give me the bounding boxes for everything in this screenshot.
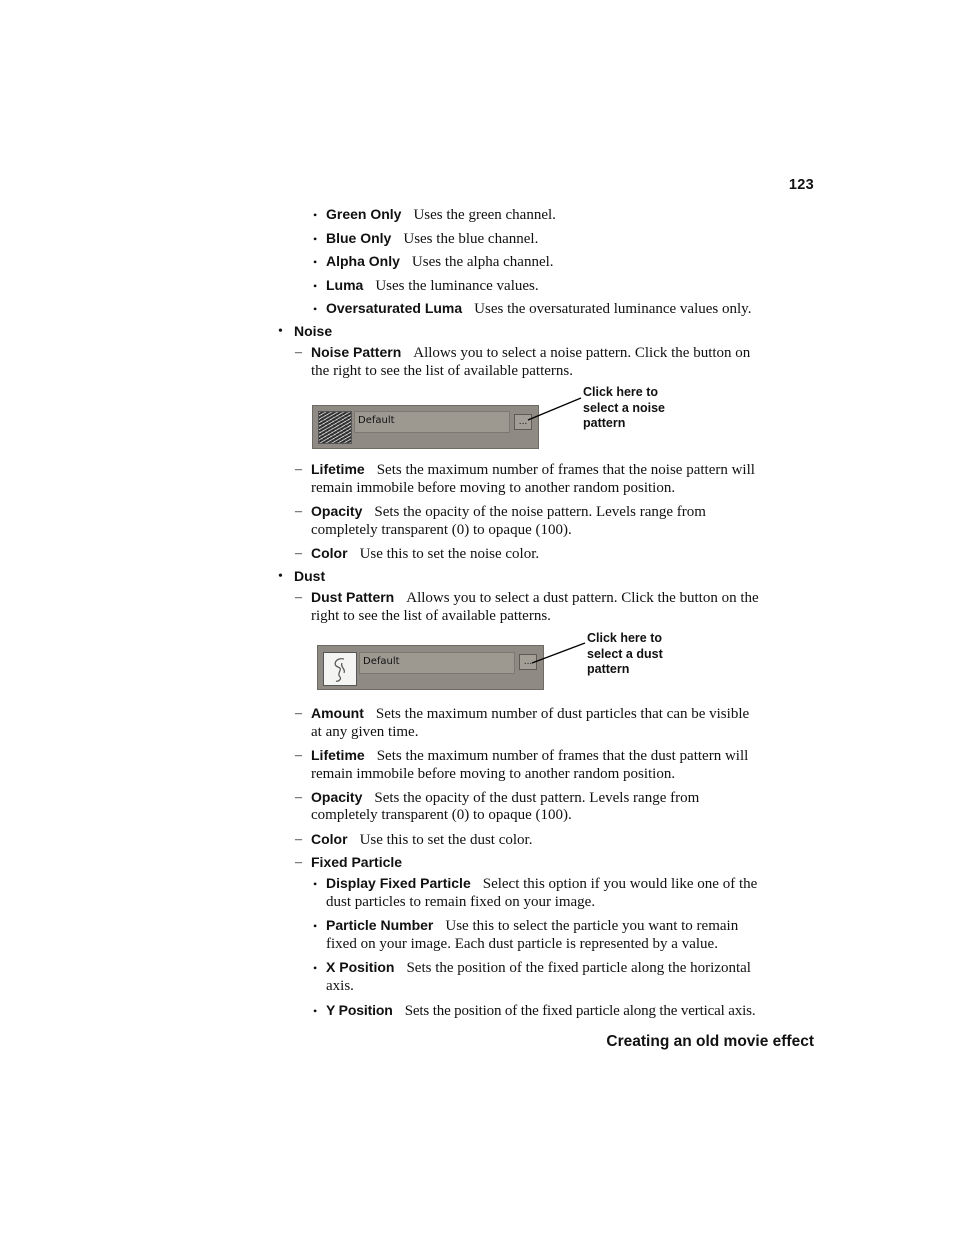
list-item: Color Use this to set the dust color.	[311, 831, 533, 848]
list-item-continuation: completely transparent (0) to opaque (100).	[311, 522, 572, 538]
list-item: Luma Uses the luminance values.	[326, 277, 539, 294]
bullet-mark: •	[313, 208, 318, 222]
list-item: Lifetime Sets the maximum number of frames that the dust pattern will	[311, 747, 749, 764]
bullet-mark: •	[313, 279, 318, 293]
list-item: Oversaturated Luma Uses the oversaturated luminance values only.	[326, 300, 752, 317]
list-item: Opacity Sets the opacity of the dust pattern. Levels range from	[311, 789, 700, 806]
list-item: Green Only Uses the green channel.	[326, 206, 556, 223]
dash-mark: –	[295, 832, 302, 847]
list-item-continuation: axis.	[326, 978, 354, 994]
noise-callout-label: Click here to select a noise pattern	[583, 385, 665, 430]
dash-mark: –	[295, 590, 302, 605]
bullet-mark: •	[278, 569, 283, 584]
bullet-mark: •	[313, 877, 318, 891]
dash-mark: –	[295, 504, 302, 519]
list-item-continuation: remain immobile before moving to another random position.	[311, 480, 676, 496]
list-item: Lifetime Sets the maximum number of frames that the noise pattern will	[311, 461, 755, 478]
bullet-mark: •	[313, 961, 318, 975]
dust-pattern-thumbnail	[323, 652, 357, 686]
list-item-continuation: right to see the list of available patterns.	[311, 608, 551, 624]
list-item: Noise Pattern Allows you to select a noise pattern. Click the button on	[311, 344, 751, 361]
list-item: Color Use this to set the noise color.	[311, 545, 540, 562]
list-item-continuation: fixed on your image. Each dust particle is represented by a value.	[326, 936, 718, 952]
dust-pattern-field[interactable]: Default	[359, 652, 515, 674]
dust-particle-icon	[324, 653, 356, 685]
dust-callout-leader-line	[524, 638, 588, 668]
dust-pattern-browse-button[interactable]: ...	[519, 654, 537, 670]
list-item: Particle Number Use this to select the particle you want to remain	[326, 917, 739, 934]
list-item-continuation: remain immobile before moving to another random position.	[311, 766, 676, 782]
noise-pattern-field[interactable]: Default	[354, 411, 510, 433]
page-number: 123	[788, 177, 814, 193]
bullet-mark: •	[313, 232, 318, 246]
bullet-mark: •	[313, 1004, 318, 1018]
running-footer: Creating an old movie effect	[606, 1033, 814, 1050]
bullet-mark: •	[313, 302, 318, 316]
dash-mark: –	[295, 855, 302, 870]
noise-pattern-widget	[312, 405, 539, 449]
list-item: Display Fixed Particle Select this option if you would like one of the	[326, 875, 758, 892]
section-heading-dust: Dust	[294, 568, 326, 584]
list-item: Dust Pattern Allows you to select a dust pattern. Click the button on the	[311, 589, 759, 606]
list-item-continuation: the right to see the list of available patterns.	[311, 363, 574, 379]
dash-mark: –	[295, 706, 302, 721]
list-item: X Position Sets the position of the fixed particle along the horizontal	[326, 959, 751, 976]
list-item-continuation: at any given time.	[311, 724, 419, 740]
bullet-mark: •	[313, 919, 318, 933]
list-item: Blue Only Uses the blue channel.	[326, 230, 539, 247]
bullet-mark: •	[278, 324, 283, 339]
list-item: Y Position Sets the position of the fixed particle along the vertical axis.	[326, 1002, 756, 1019]
list-item: Amount Sets the maximum number of dust particles that can be visible	[311, 705, 750, 722]
noise-callout-leader-line	[520, 392, 584, 426]
dash-mark: –	[295, 462, 302, 477]
bullet-mark: •	[313, 255, 318, 269]
dash-mark: –	[295, 790, 302, 805]
list-item-continuation: completely transparent (0) to opaque (100).	[311, 807, 572, 823]
dash-mark: –	[295, 748, 302, 763]
dash-mark: –	[295, 546, 302, 561]
dust-pattern-widget	[317, 645, 544, 690]
dust-callout-label: Click here to select a dust pattern	[587, 631, 663, 676]
noise-pattern-thumbnail	[318, 411, 352, 444]
list-item-continuation: dust particles to remain fixed on your image.	[326, 894, 596, 910]
list-item: Opacity Sets the opacity of the noise pattern. Levels range from	[311, 503, 706, 520]
list-item: Fixed Particle	[311, 854, 403, 870]
noise-pattern-browse-button[interactable]: ...	[514, 414, 532, 430]
list-item: Alpha Only Uses the alpha channel.	[326, 253, 554, 270]
section-heading-noise: Noise	[294, 323, 333, 339]
dash-mark: –	[295, 345, 302, 360]
